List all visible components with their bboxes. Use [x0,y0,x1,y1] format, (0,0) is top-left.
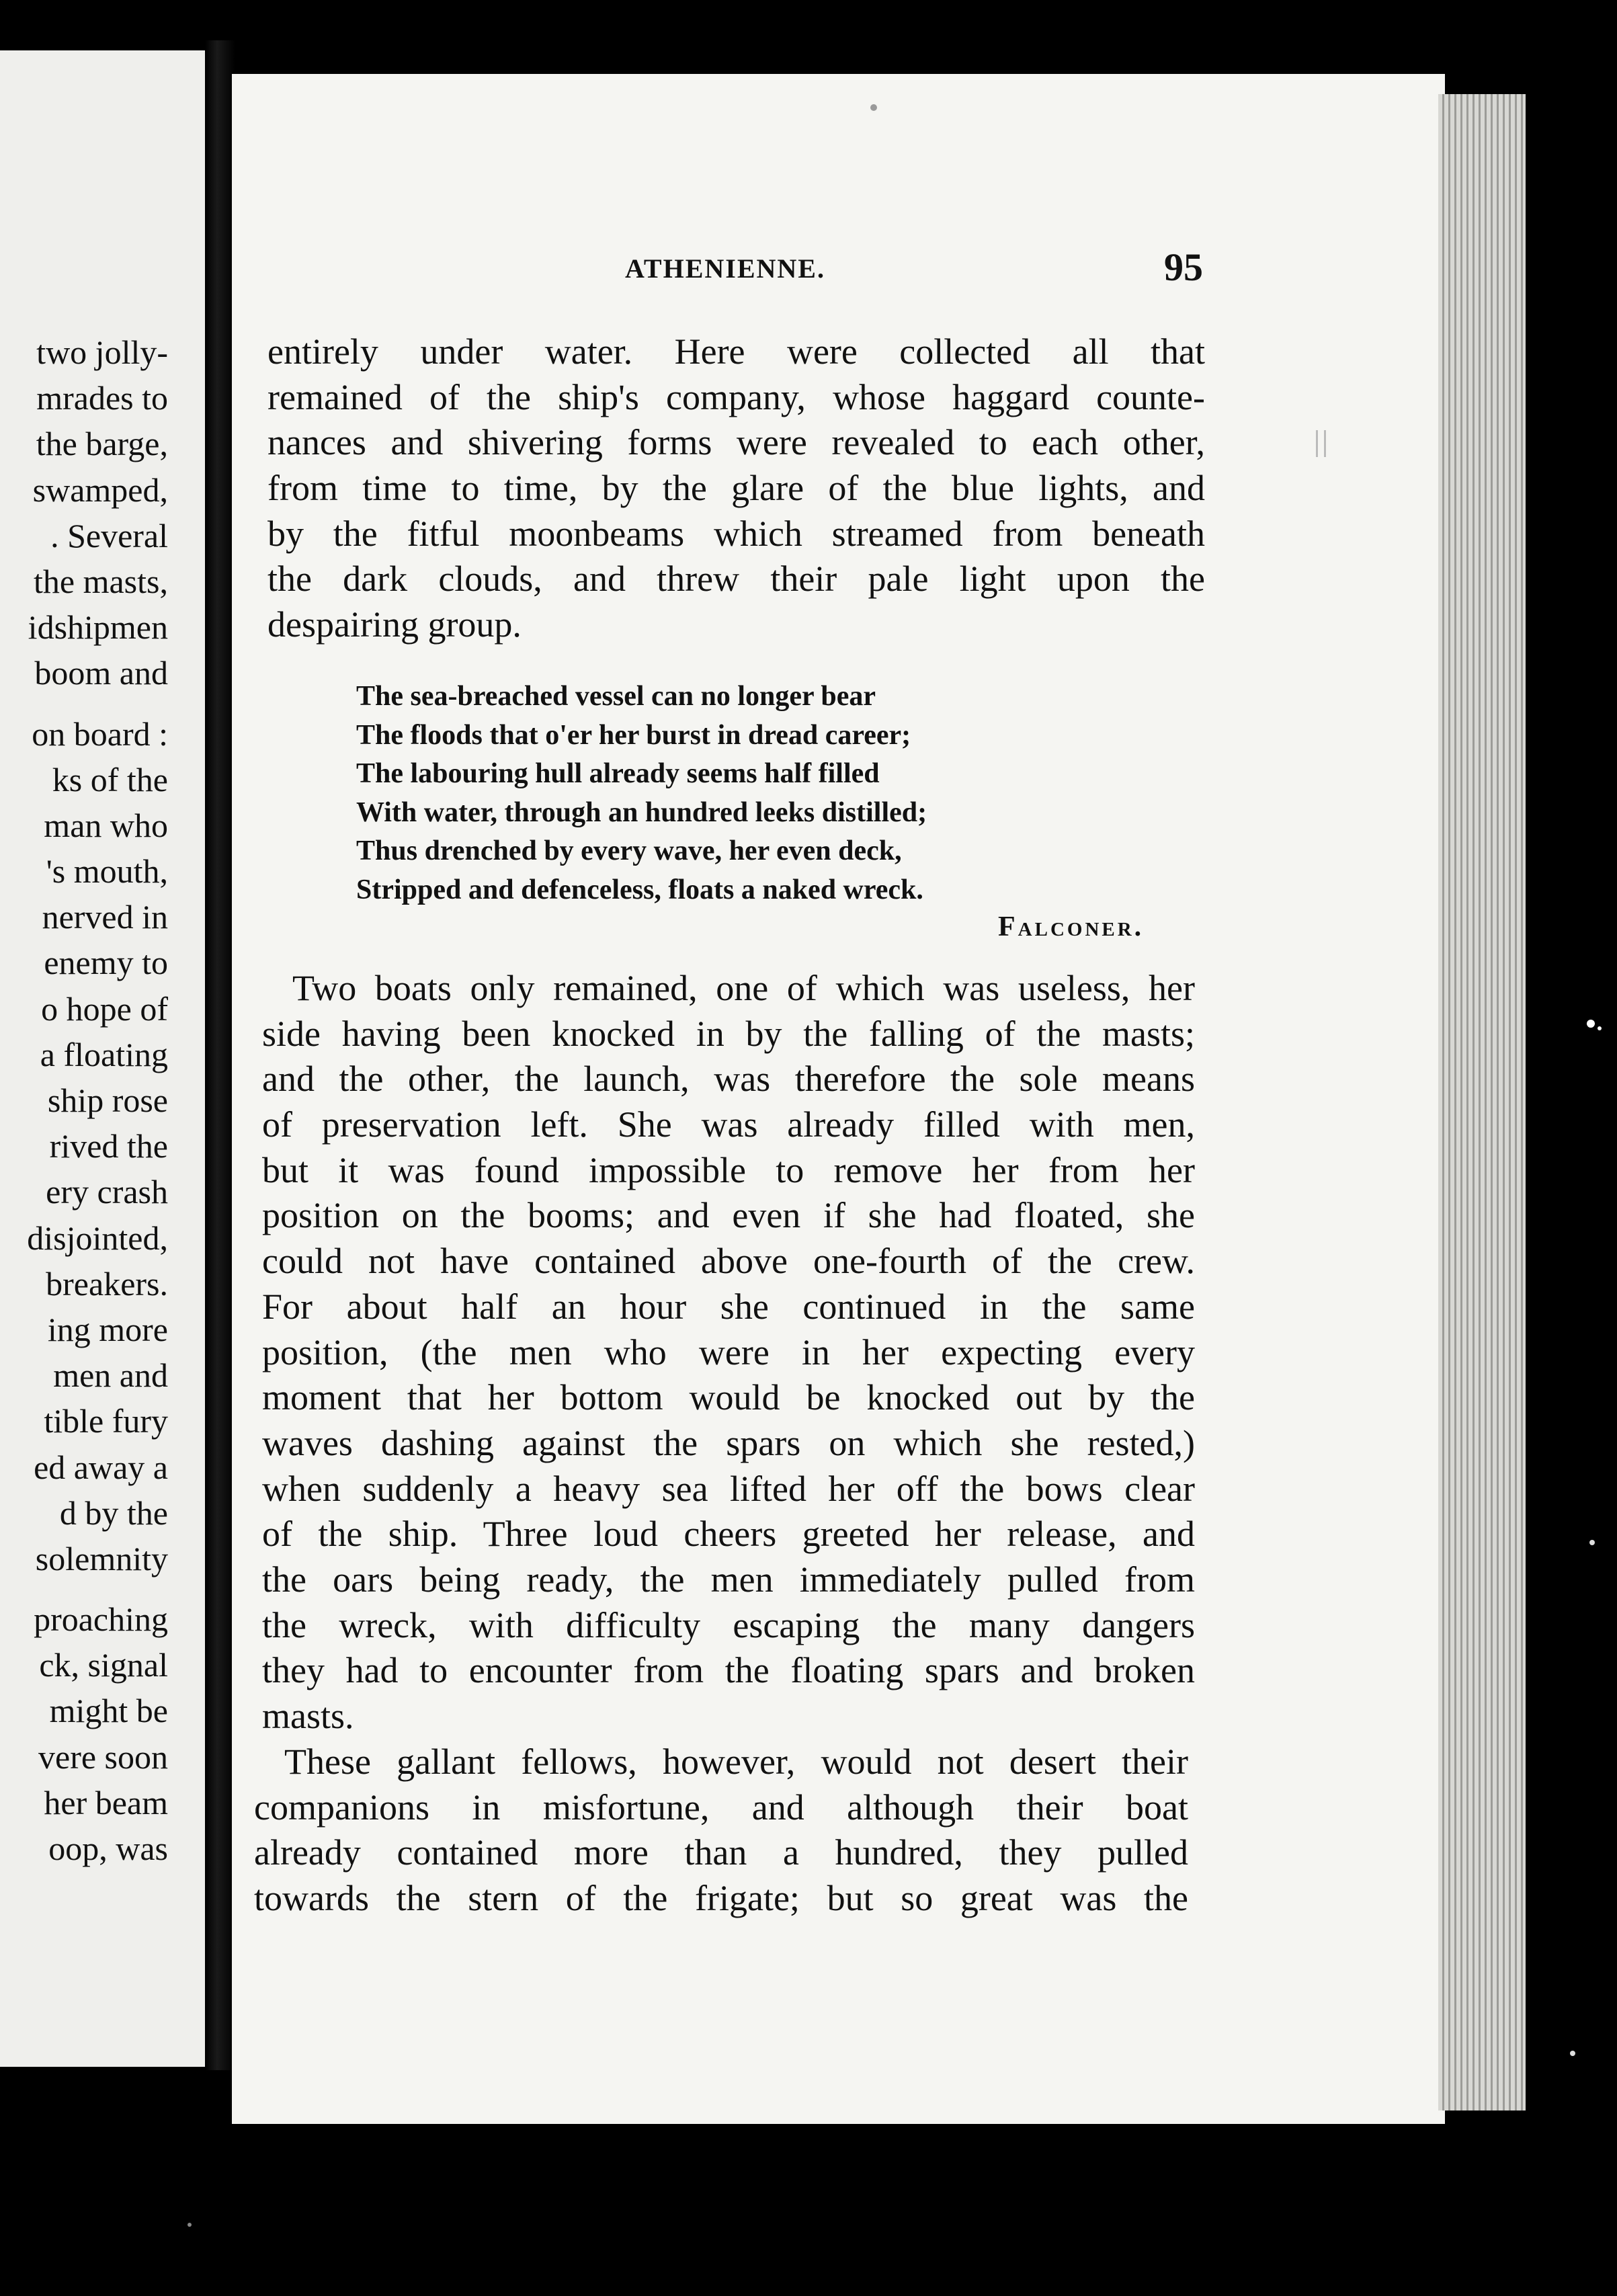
text-line: of preservation left. She was already filled with men, [262,1104,1195,1145]
text-line: moment that her bottom would be knocked out by the [262,1377,1195,1418]
left-page-line: men and [53,1356,168,1395]
verse-line: Stripped and defenceless, floats a naked wreck. [356,874,923,905]
left-page-line: idshipmen [28,608,168,647]
left-page-line: the masts, [34,562,168,600]
page-number: 95 [1164,245,1203,289]
text-line: the wreck, with difficulty escaping the many dangers [262,1604,1195,1645]
left-page-line: swamped, [32,470,168,509]
left-page-line: breakers. [46,1264,168,1303]
verse-line: The floods that o'er her burst in dread career; [356,719,911,751]
left-page-line: her beam [44,1783,168,1821]
left-page-line: vere soon [38,1737,168,1776]
left-page-line: o hope of [41,989,168,1028]
verse-line: With water, through an hundred leeks distilled; [356,796,927,828]
verse-line: Thus drenched by every wave, her even deck, [356,835,902,866]
text-line: the oars being ready, the men immediately pulled from [262,1559,1195,1600]
left-page-line: oop, was [48,1830,168,1867]
text-line: Two boats only remained, one of which was useless, her [292,968,1195,1008]
text-line: despairing group. [267,604,522,645]
verse-line: The labouring hull already seems half filled [356,758,880,789]
text-line: of the ship. Three loud cheers greeted her release, and [262,1514,1195,1555]
left-page-line: solemnity [35,1539,168,1577]
left-page-line: boom and [34,654,168,692]
left-page-line: on board : [32,714,168,753]
left-page-line: ed away a [34,1448,168,1486]
text-line: companions in misfortune, and although their boat [254,1787,1188,1828]
running-head: ATHENIENNE. [625,253,825,284]
left-page-line: . Several [50,516,168,555]
text-line: remained of the ship's company, whose haggard counte- [267,376,1205,417]
text-line: already contained more than a hundred, they pulled [254,1832,1188,1873]
text-line: towards the stern of the frigate; but so great was the [254,1878,1188,1919]
left-page-line: mrades to [36,379,168,417]
left-page-line: enemy to [44,944,168,982]
text-line: and the other, the launch, was therefore the sole means [262,1059,1195,1100]
left-page-line: ery crash [46,1173,168,1211]
left-page-line: ship rose [47,1081,168,1119]
text-line: they had to encounter from the floating spars and broken [262,1650,1195,1691]
text-line: but it was found impossible to remove her from her [262,1149,1195,1190]
left-page-line: two jolly- [36,333,168,371]
left-page-line: man who [44,806,168,844]
verse-attribution: Falconer. [998,911,1145,942]
text-line: waves dashing against the spars on which she rested,) [262,1422,1195,1463]
text-line: nances and shivering forms were revealed to each other, [267,422,1205,463]
left-page-line: proaching [34,1600,168,1639]
left-page-line: ck, signal [39,1646,168,1684]
text-line: masts. [262,1696,354,1736]
text-line: from time to time, by the glare of the blue lights, and [267,468,1205,509]
left-page-line: rived the [49,1127,168,1165]
left-page-line: ing more [47,1310,168,1348]
text-line: position, (the men who were in her expecting every [262,1331,1195,1372]
left-page-line: d by the [59,1493,168,1532]
text-line: the dark clouds, and threw their pale light upon the [267,559,1205,600]
text-line: position on the booms; and even if she had floated, she [262,1195,1195,1236]
left-page-line: might be [49,1692,168,1730]
left-page-line: the barge, [36,425,168,463]
left-page-line: 's mouth, [46,852,168,891]
text-line: by the fitful moonbeams which streamed from beneath [267,513,1205,554]
text-line: For about half an hour she continued in the same [262,1286,1195,1327]
left-page-line: tible fury [44,1402,168,1440]
text-line: side having been knocked in by the falling of the masts; [262,1013,1195,1054]
text-line: could not have contained above one-fourth of the crew. [262,1241,1195,1282]
text-line: These gallant fellows, however, would not desert their [284,1741,1188,1782]
left-page-line: ks of the [52,760,168,798]
left-page-line: disjointed, [27,1219,168,1257]
verse-line: The sea-breached vessel can no longer bear [356,681,876,712]
text-line: entirely under water. Here were collected all that [267,331,1205,372]
left-page-line: nerved in [42,898,168,936]
text-line: when suddenly a heavy sea lifted her off the bows clear [262,1468,1195,1509]
left-page-line: a floating [40,1035,168,1073]
